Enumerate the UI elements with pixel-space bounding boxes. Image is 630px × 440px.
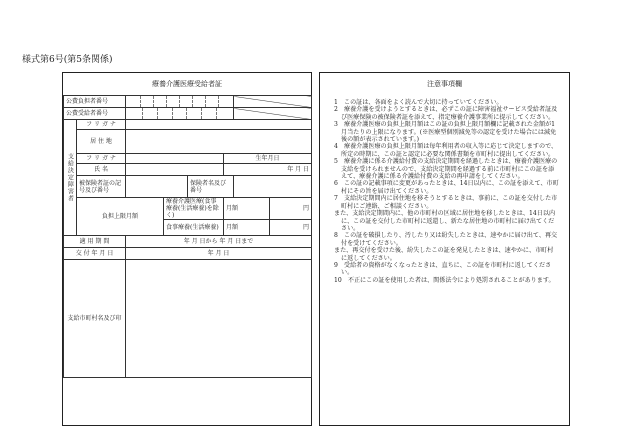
notes-title: 注意事項欄 [427, 80, 462, 88]
note-item: 9 受給者の資格がなくなったときは、直ちに、この証を市町村に返してください。 [334, 261, 552, 277]
furigana-label: フ リ ガ ナ [77, 120, 126, 130]
medical-yen: 円 [270, 198, 312, 220]
diagonal-blank [234, 96, 312, 108]
meal-yen: 円 [270, 220, 312, 236]
period-label: 適 用 期 間 [64, 236, 126, 248]
name-field [126, 164, 224, 176]
municipality-label: 支給市町村名及び印 [64, 260, 126, 378]
note-item: 6 この証の記載事項に変更があったときは、14日以内に、この証を添えて、市町村にその旨を届け出てください。 [334, 180, 559, 195]
name-label: 氏 名 [77, 164, 126, 176]
furigana-field-2 [126, 154, 224, 164]
diagonal-blank [234, 108, 312, 120]
meal-care-label: 食事療養(生活療養) [164, 220, 224, 236]
note-item: 3 療養介護医療の負担上限月額はこの証の負担上限月額欄に記載された金額が1月当たりの上限になります。(※医療型個別減免等の認定を受けた場合には減免後の額が表示されています。) [334, 121, 557, 144]
birthdate-label: 生年月日 [224, 154, 312, 164]
note-item: また、支給決定期間内に、他の市町村の区域に居住地を移したときは、14日以内に、この証を交付した市町村に返還し、新たな居住地の市町村に届け出てください。 [334, 210, 556, 232]
note-item: また、再交付を受けた後、紛失したこの証を発見したときは、速やかに、市町村に返してください。 [334, 247, 554, 262]
period-value: 年 月 日から 年 月 日まで [126, 236, 312, 248]
note-item: 1 この証は、各面をよく読んで大切に持っていてください。 [334, 99, 503, 106]
issue-date-label: 交 付 年 月 日 [64, 248, 126, 260]
meal-monthly-label: 月額 [224, 220, 270, 236]
note-item: 8 この証を破損したり、汚したり又は紛失したときは、速やかに届け出て、再交付を受けてください。 [334, 232, 558, 247]
recipient-number-field [126, 108, 234, 120]
municipality-seal-field [126, 260, 312, 378]
note-item: 5 療養介護に係る介護給付費の支給決定期間を経過したときは、療養介護医療の支給を受けられませんので、支給決定期間を経過する前に市町村にこの証を添えて、療養介護に係る介護給付費の支給の再申請をしてください。 [334, 158, 558, 181]
insurance-card-label: 被保険者証の記号及び番号 [77, 176, 126, 198]
medical-care-label: 療養介護医療(食事療養(生活療養)を除く) [164, 198, 224, 220]
insurance-card-field [126, 176, 188, 198]
certificate-title: 療養介護医療受給者証 [152, 80, 222, 88]
certificate-left-page [62, 72, 312, 426]
insurer-field [234, 176, 312, 198]
medical-monthly-label: 月額 [224, 198, 270, 220]
form-number: 様式第6号(第5条関係) [22, 55, 113, 65]
furigana-field [126, 120, 312, 130]
note-item: 4 療養介護医療の負担上限月額は毎年利用者の収入等に応じて決定しますので、所定の時期に、この証と認定に必要な関係書類を市町村に提出してください。 [334, 143, 558, 158]
certificate-form-table [63, 95, 312, 378]
payer-number-field [126, 96, 234, 108]
monthly-limit-label: 負担上限月額 [77, 198, 164, 236]
beneficiary-side-label: 支給決定障害者 [64, 120, 77, 236]
notes-right-page [319, 72, 570, 426]
note-item: 10 不正にこの証を使用した者は、関係法令により処罰されることがあります。 [334, 276, 555, 284]
insurer-label: 保険者名及び番号 [188, 176, 234, 198]
birthdate-field: 年 月 日 [224, 164, 312, 176]
note-item: 2 療養介護を受けようとするときは、必ずこの証に障害福祉サービス受給者証及び医療保険の被保険者証を添えて、指定療養介護事業所に提示してください。 [334, 106, 558, 121]
notes-list [334, 99, 559, 284]
address-label: 居 住 地 [77, 130, 126, 154]
address-field [126, 130, 312, 154]
payer-number-label: 公費負担者番号 [64, 96, 126, 108]
note-item: 7 支給決定期間内に居住地を移そうとするときは、事前に、この証を交付した市町村にご連絡、ご相談ください。 [334, 195, 558, 210]
issue-date-value: 年 月 日 [126, 248, 312, 260]
furigana-label-2: フ リ ガ ナ [77, 154, 126, 164]
recipient-number-label: 公費受給者番号 [64, 108, 126, 120]
